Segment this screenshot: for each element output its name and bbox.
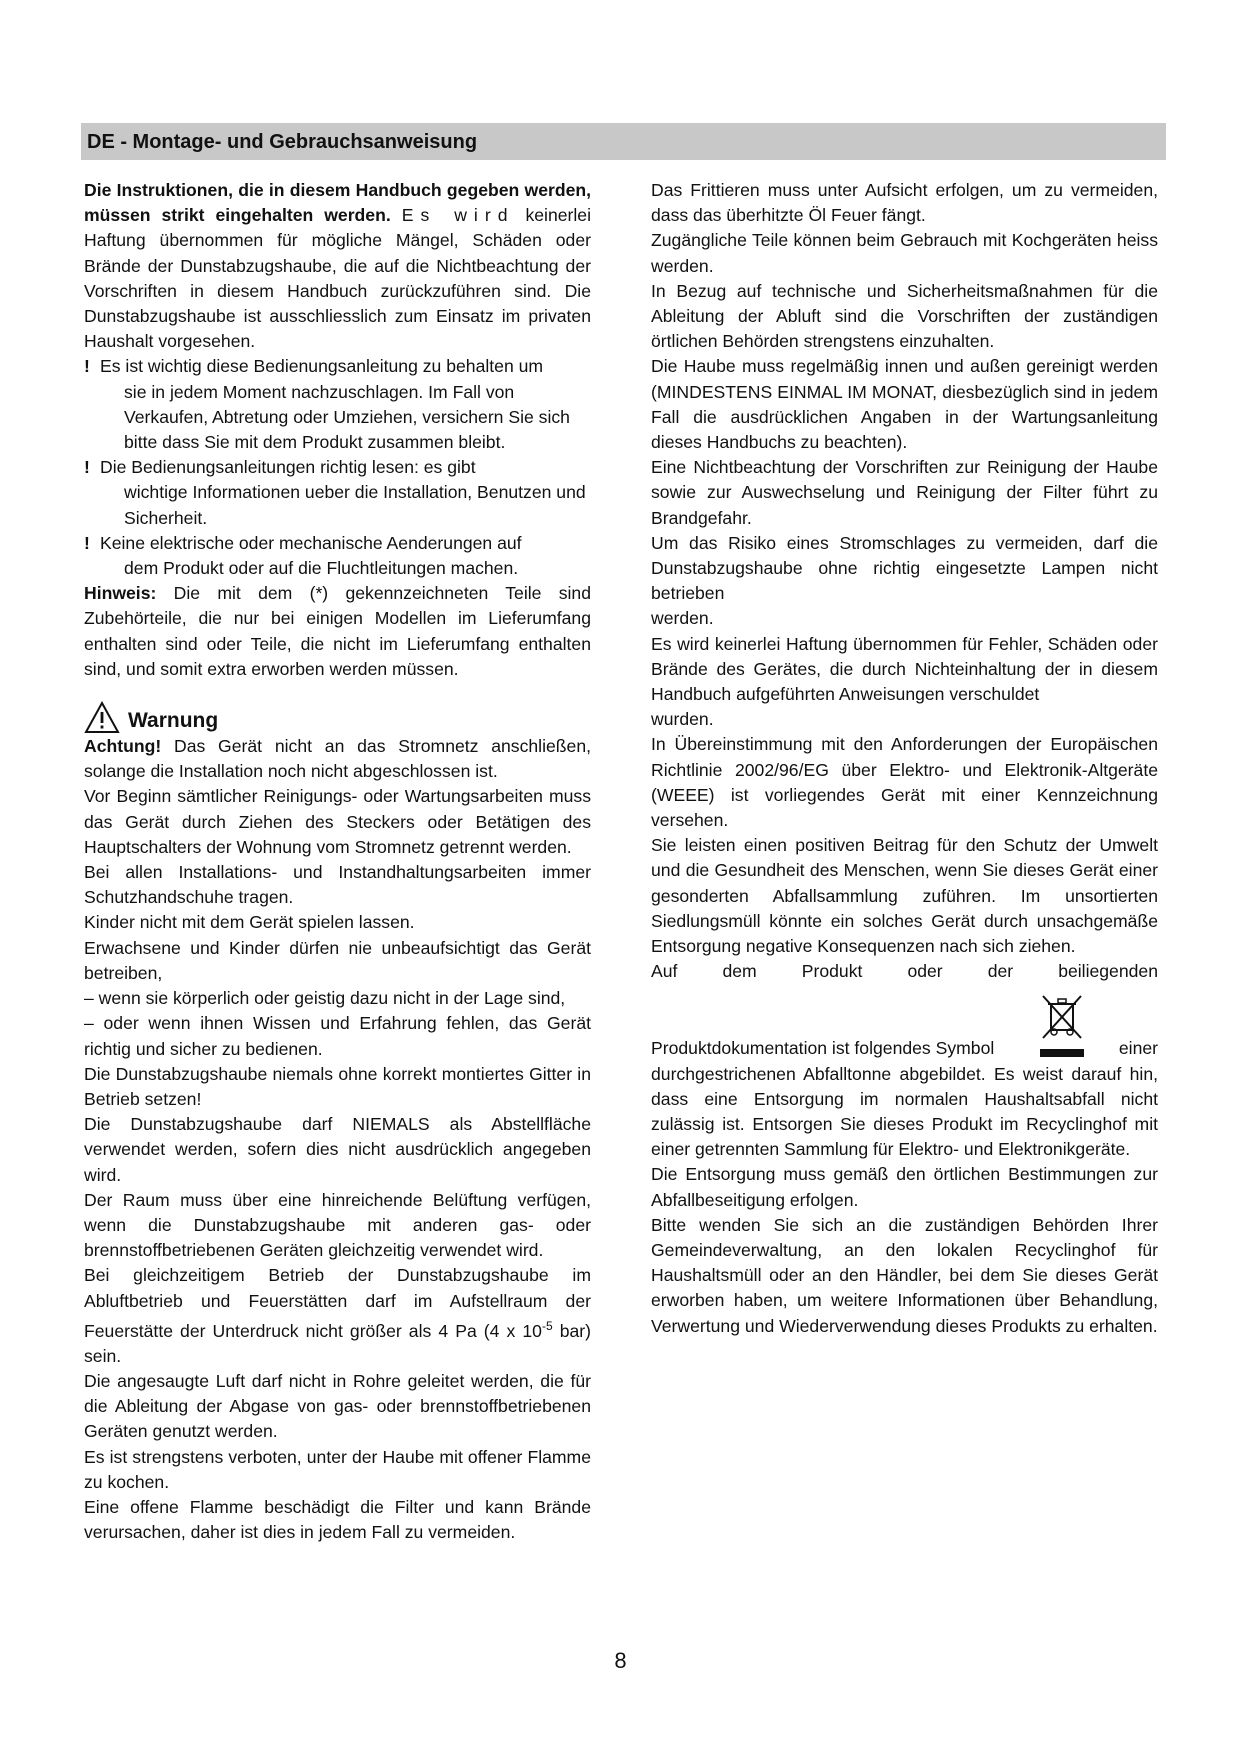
- shelf-paragraph: Die Dunstabzugshaube darf NIEMALS als Abstellfläche verwendet werden, sofern dies nicht ausdrücklich angegeben wird.: [84, 1114, 591, 1185]
- dash-item-2: – oder wenn ihnen Wissen und Erfahrung fehlen, das Gerät richtig und sicher zu bedienen.: [84, 1013, 591, 1059]
- note-read-line1: Die Bedienungsanleitungen richtig lesen: es gibt: [100, 457, 476, 478]
- fire-risk-paragraph: Eine Nichtbeachtung der Vorschriften zur Reinigung der Haube sowie zur Auswechselung und Reinigung der Filter führt zu Brandgefahr.: [651, 457, 1158, 528]
- gloves-paragraph: Bei allen Installations- und Instandhaltungsarbeiten immer Schutzhandschuhe tragen.: [84, 862, 591, 908]
- environment-paragraph: Sie leisten einen positiven Beitrag für den Schutz der Umwelt und die Gesundheit des Menschen, wenn Sie dieses Gerät einer gesonderten Abfallsammlung zuführen. Im unsortierten Siedlungsmüll könnte ein solches Gerät durch unsachgemäße Entsorgung negative Konsequenzen nach sich ziehen.: [651, 835, 1158, 957]
- note-keep-rest: sie in jedem Moment nachzuschlagen. Im Fall von Verkaufen, Abtretung oder Umziehen, versichern Sie sich bitte dass Sie mit dem Produkt zusammen bleibt.: [124, 381, 570, 453]
- flame-paragraph: Es ist strengstens verboten, unter der Haube mit offener Flamme zu kochen.: [84, 1446, 591, 1492]
- dash-item-1: – wenn sie körperlich oder geistig dazu nicht in der Lage sind,: [84, 988, 566, 1009]
- cleaning-paragraph: Vor Beginn sämtlicher Reinigungs- oder Wartungsarbeiten muss das Gerät durch Ziehen des Steckers oder Betätigen des Hauptschalters der Wohnung vom Stromnetz getrennt werden.: [84, 786, 591, 857]
- liability-end: wurden.: [651, 709, 714, 730]
- word: Auf: [651, 961, 678, 982]
- pressure-exponent: -5: [541, 1318, 553, 1333]
- exclamation-icon: !: [84, 532, 90, 553]
- pressure-text: Bei gleichzeitigem Betrieb der Dunstabzugshaube im Abluftbetrieb und Feuerstätten darf im Aufstellraum der Feuerstätte der Unterdruck nicht größer als 4 Pa (4 x 10: [84, 1265, 591, 1341]
- warning-title: Warnung: [128, 709, 219, 733]
- hint-text: Die mit dem (*) gekennzeichneten Teile sind Zubehörteile, die nur bei einigen Modellen im Lieferumfang enthalten sind oder Teile, die nicht im Lieferumfang enthalten sind, und somit extra erworben werden müssen.: [84, 583, 591, 679]
- note-keep-line1: Es ist wichtig diese Bedienungsanleitung zu behalten um: [100, 356, 544, 377]
- shock-paragraph: Um das Risiko eines Stromschlages zu vermeiden, darf die Dunstabzugshaube ohne richtig eingesetzte Lampen nicht betrieben: [651, 532, 1158, 604]
- word: beiliegenden: [1058, 961, 1158, 982]
- note-no-changes: [84, 531, 591, 581]
- clean-paragraph: Die Haube muss regelmäßig innen und außen gereinigt werden (MINDESTENS EINMAL IM MONAT, diesbezüglich sind in jedem Fall die ausdrücklichen Angaben in der Wartungsanleitung dieses Handbuchs zu beachten).: [651, 356, 1158, 453]
- local-rules-paragraph: Die Entsorgung muss gemäß den örtlichen Bestimmungen zur Abfallbeseitigung erfolgen.: [651, 1164, 1158, 1210]
- hot-parts-paragraph: Zugängliche Teile können beim Gebrauch mit Kochgeräten heiss werden.: [651, 230, 1158, 276]
- children-paragraph: Kinder nicht mit dem Gerät spielen lassen.: [84, 912, 415, 933]
- symbol-line: [651, 985, 1158, 1062]
- weee-bar: [1040, 1049, 1084, 1057]
- ventilation-paragraph: Der Raum muss über eine hinreichende Belüftung verfügen, wenn die Dunstabzugshaube mit anderen gas- oder brennstoffbetriebenen Geräten gleichzeitig verwendet wird.: [84, 1189, 591, 1261]
- attention-paragraph: [84, 734, 591, 784]
- attention-label: Achtung!: [84, 736, 162, 757]
- shock-end: werden.: [651, 608, 714, 629]
- note-read-manual: [84, 455, 591, 531]
- liability-paragraph: Es wird keinerlei Haftung übernommen für Fehler, Schäden oder Brände des Gerätes, die durch Nichteinhaltung der in diesem Handbuch aufgeführten Anweisungen verschuldet: [651, 633, 1158, 705]
- weee-symbol: [1039, 993, 1085, 1062]
- intro-bold: Die Instruktionen, die in diesem Handbuch gegeben werden, müssen strikt eingehalten werden.: [84, 180, 591, 226]
- crossed-out-bin-icon: [1039, 993, 1085, 1045]
- word: der: [987, 961, 1014, 982]
- hint-label: Hinweis:: [84, 583, 157, 604]
- note-changes-rest: dem Produkt oder auf die Fluchtleitungen machen.: [124, 558, 519, 579]
- symbol-text: Produktdokumentation ist folgendes Symbol: [651, 1038, 995, 1059]
- hint-paragraph: [84, 581, 591, 682]
- attention-text: Das Gerät nicht an das Stromnetz anschließen, solange die Installation noch nicht abgeschlossen ist.: [84, 736, 591, 782]
- intro-spaced: Es wird: [401, 205, 515, 226]
- word: oder: [907, 961, 943, 982]
- pressure-paragraph: [84, 1263, 591, 1369]
- weee-paragraph: In Übereinstimmung mit den Anforderungen der Europäischen Richtlinie 2002/96/EG über Elektro- und Elektronik-Altgeräte (WEEE) ist vorliegendes Gerät mit einer Kennzeichnung versehen.: [651, 734, 1158, 831]
- contact-paragraph: Bitte wenden Sie sich an die zuständigen Behörden Ihrer Gemeindeverwaltung, an den lokalen Recyclinghof für Haushaltsmüll oder an den Händler, bei dem Sie dieses Gerät erworben haben, um weitere Informationen über Behandlung, Verwertung und Wiederverwendung dieses Produkts zu erhalten.: [651, 1214, 1158, 1336]
- right-column: [651, 178, 1158, 1339]
- word: Produkt: [801, 961, 863, 982]
- grid-paragraph: Die Dunstabzugshaube niemals ohne korrekt montiertes Gitter in Betrieb setzen!: [84, 1063, 591, 1109]
- section-header: [81, 123, 1166, 160]
- exclamation-icon: !: [84, 356, 90, 377]
- intro-rest: keinerlei Haftung übernommen für mögliche Mängel, Schäden oder Brände der Dunstabzugshaube, die auf die Nichtbeachtung der Vorschriften in diesem Handbuch zurückzuführen sind. Die Dunstabzugshaube ist ausschliesslich zum Einsatz im privaten Haushalt vorgesehen.: [84, 205, 591, 352]
- symbol-text-end: einer: [1118, 1038, 1158, 1059]
- note-keep-manual: [84, 354, 591, 455]
- pipes-paragraph: Die angesaugte Luft darf nicht in Rohre geleitet werden, die für die Ableitung der Abgase von gas- oder brennstoffbetriebenen Geräten genutzt werden.: [84, 1371, 591, 1442]
- symbol-intro-line: [651, 959, 1158, 984]
- word: dem: [722, 961, 757, 982]
- warning-heading: [84, 694, 591, 734]
- pressure-end: bar) sein.: [84, 1320, 591, 1366]
- warning-triangle-icon: [84, 701, 120, 734]
- exhaust-paragraph: In Bezug auf technische und Sicherheitsmaßnahmen für die Ableitung der Abluft sind die Vorschriften der zuständigen örtlichen Behörden strengstens einzuhalten.: [651, 280, 1158, 352]
- filter-paragraph: Eine offene Flamme beschädigt die Filter und kann Brände verursachen, daher ist dies in jedem Fall zu vermeiden.: [84, 1497, 591, 1543]
- page-number: 8: [614, 1648, 627, 1673]
- frying-paragraph: Das Frittieren muss unter Aufsicht erfolgen, um zu vermeiden, dass das überhitzte Öl Feuer fängt.: [651, 180, 1158, 226]
- note-changes-line1: Keine elektrische oder mechanische Aenderungen auf: [100, 532, 522, 553]
- symbol-paragraph: durchgestrichenen Abfalltonne abgebildet. Es weist darauf hin, dass eine Entsorgung im normalen Haushaltsabfall nicht zulässig ist. Entsorgen Sie dieses Produkt im Recyclinghof mit einer getrennten Sammlung für Elektro- und Elektronikgeräte.: [651, 1063, 1158, 1160]
- exclamation-icon: !: [84, 457, 90, 478]
- section-title: DE - Montage- und Gebrauchsanweisung: [87, 131, 478, 153]
- left-column: [84, 178, 591, 1545]
- unsupervised-paragraph: Erwachsene und Kinder dürfen nie unbeaufsichtigt das Gerät betreiben,: [84, 937, 591, 983]
- note-read-rest: wichtige Informationen ueber die Installation, Benutzen und Sicherheit.: [124, 482, 586, 528]
- intro-paragraph: [84, 178, 591, 354]
